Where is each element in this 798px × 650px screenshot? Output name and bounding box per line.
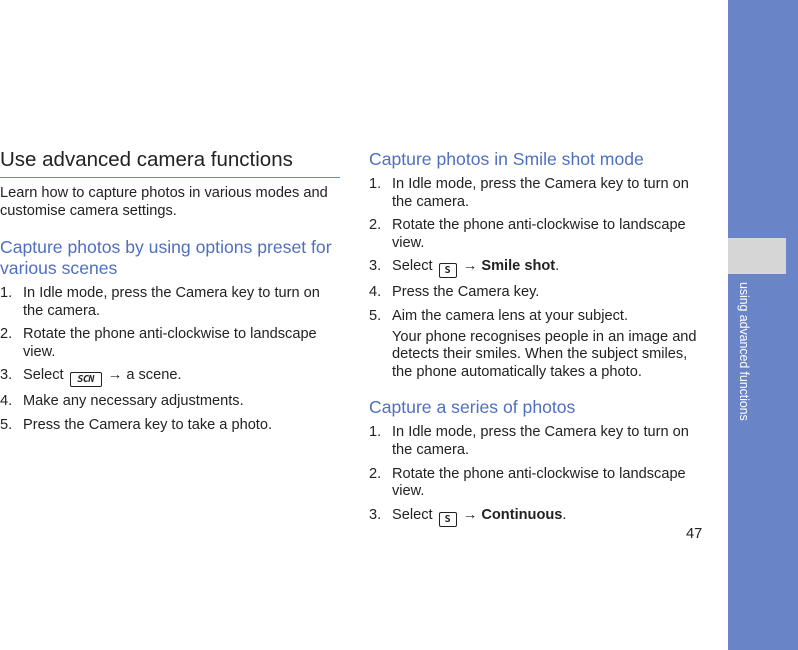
list-item: 1. In Idle mode, press the Camera key to turn on the camera. <box>369 424 689 458</box>
page-number: 47 <box>686 526 703 542</box>
option-smile-shot: Smile shot <box>481 258 556 275</box>
left-column <box>0 148 340 441</box>
list-item: 2. Rotate the phone anti-clockwise to landscape view. <box>0 326 317 360</box>
list-item: 3. Select SCN → a scene. <box>0 367 182 386</box>
arrow-icon: → <box>462 258 478 275</box>
intro-text: Learn how to capture photos in various modes and customise camera settings. <box>0 185 328 219</box>
page-title: Use advanced camera functions <box>0 148 340 178</box>
list-item: 5. Aim the camera lens at your subject. Your phone recognises people in an image and detects their smiles. When the subject smiles, the phone automatically takes a photo. <box>369 308 704 381</box>
arrow-icon: → <box>107 367 123 384</box>
list-item: 4. Press the Camera key. <box>369 284 540 301</box>
steps-scenes <box>0 285 340 435</box>
list-item: 1. In Idle mode, press the Camera key to turn on the camera. <box>0 285 320 319</box>
step-note: Your phone recognises people in an image and detects their smiles. When the subject smiles, the phone automatically takes a photo. <box>392 328 697 380</box>
section-heading-smile-shot: Capture photos in Smile shot mode <box>369 149 644 169</box>
chapter-label: using advanced functions <box>737 282 751 421</box>
shooting-mode-icon: S <box>439 263 457 278</box>
option-continuous: Continuous <box>481 506 563 523</box>
list-item: 2. Rotate the phone anti-clockwise to landscape view. <box>369 217 686 251</box>
scn-icon: SCN <box>70 372 102 387</box>
list-item: 3. Select S → Smile shot. <box>369 258 560 277</box>
right-column <box>369 148 704 533</box>
list-item: 1. In Idle mode, press the Camera key to turn on the camera. <box>369 176 689 210</box>
arrow-icon: → <box>462 506 478 523</box>
section-heading-continuous: Capture a series of photos <box>369 397 576 418</box>
list-item: 3. Select S → Continuous. <box>369 506 567 525</box>
steps-continuous <box>369 424 704 526</box>
list-item: 4. Make any necessary adjustments. <box>0 393 244 410</box>
steps-smile-shot <box>369 176 704 381</box>
side-tab-marker <box>728 238 786 274</box>
list-item: 5. Press the Camera key to take a photo. <box>0 416 273 433</box>
section-heading-scenes: Capture photos by using options preset for various scenes <box>0 237 332 278</box>
shooting-mode-icon: S <box>439 512 457 527</box>
list-item: 2. Rotate the phone anti-clockwise to landscape view. <box>369 465 686 500</box>
